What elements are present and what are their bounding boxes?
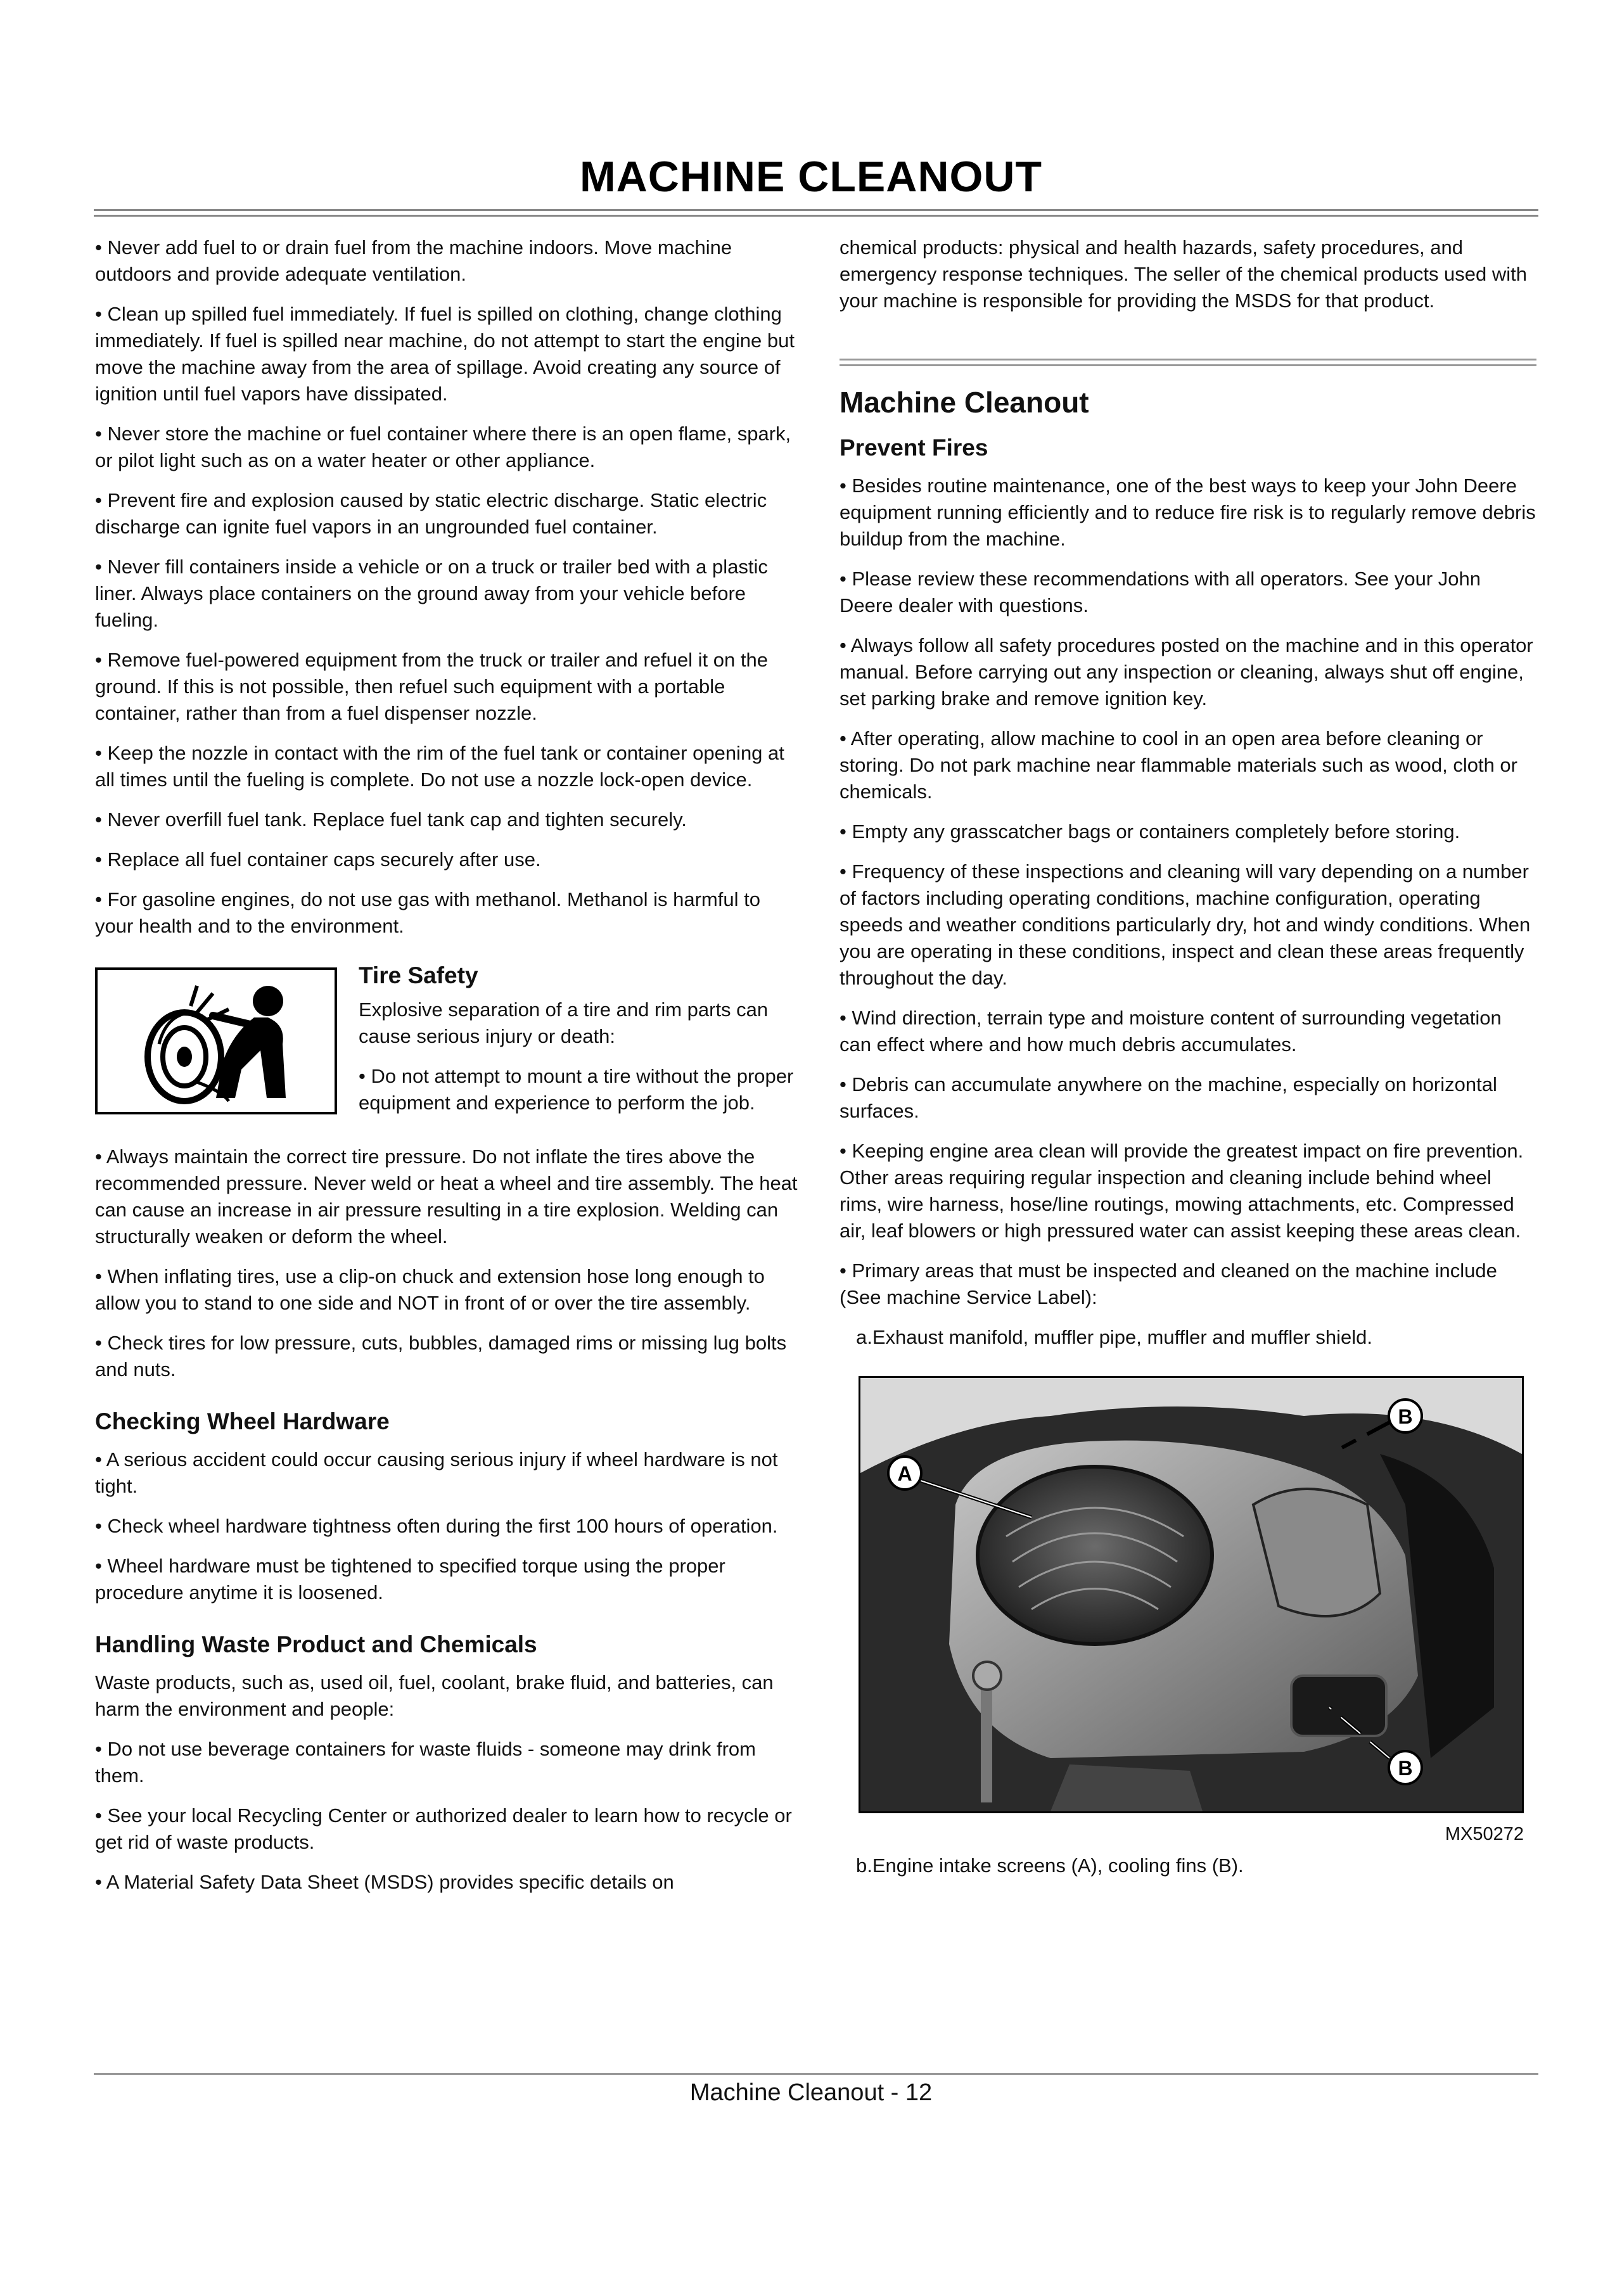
- tire-safety-boxed-bullet: • Do not attempt to mount a tire without the proper equipment and experience to perform the job.: [359, 1065, 794, 1114]
- left-column: [95, 234, 798, 1909]
- page-title: MACHINE CLEANOUT: [580, 153, 1042, 201]
- cleanout-bullet: • After operating, allow machine to cool in an open area before cleaning or storing. Do not park machine near flammable materials such as wood, cloth or chemicals.: [840, 727, 1517, 803]
- fuel-bullet: • Clean up spilled fuel immediately. If fuel is spilled on clothing, change clothing immediately. If fuel is spilled near machine, do not attempt to start the engine but move the machine away from the area of spillage. Avoid creating any source of ignition until fuel vapors have dissipated.: [95, 303, 795, 405]
- wheel-bullet: • A serious accident could occur causing serious injury if wheel hardware is not tight.: [95, 1448, 778, 1497]
- fuel-bullet: • Keep the nozzle in contact with the rim of the fuel tank or container opening at all times until the fueling is complete. Do not use a nozzle lock-open device.: [95, 742, 784, 791]
- fuel-bullet: • Remove fuel-powered equipment from the truck or trailer and refuel it on the ground. If this is not possible, then refuel such equipment with a portable container, rather than from a fuel dispenser nozzle.: [95, 649, 768, 724]
- callout-b-top: [1389, 1400, 1422, 1432]
- cleanout-bullet: • Besides routine maintenance, one of the best ways to keep your John Deere equipment running efficiently and to reduce fire risk is to regularly remove debris buildup from the machine.: [840, 475, 1536, 550]
- cleanout-bullet: • Frequency of these inspections and cleaning will vary depending on a number of factors including operating conditions, machine configuration, operating speeds and weather conditions particularly dry, hot and windy conditions. When you are operating in these conditions, inspect and clean these areas frequently throughout the day.: [840, 860, 1531, 989]
- engine-figure: [859, 1376, 1524, 1813]
- list-item-a: a.Exhaust manifold, muffler pipe, muffler and muffler shield.: [856, 1326, 1373, 1348]
- cleanout-bullet: • Always follow all safety procedures posted on the machine and in this operator manual. Before carrying out any inspection or cleaning, always shut off engine, set parking brake and remove ignition key.: [840, 634, 1533, 710]
- cleanout-bullet: • Debris can accumulate anywhere on the machine, especially on horizontal surfaces.: [840, 1073, 1497, 1122]
- waste-bullet: • Do not use beverage containers for waste fluids - someone may drink from them.: [95, 1738, 756, 1787]
- title-rule: [94, 209, 1538, 217]
- right-column: [840, 234, 1536, 1892]
- tire-bullet: • Always maintain the correct tire pressure. Do not inflate the tires above the recommended pressure. Never weld or heat a wheel and tire assembly. The heat can cause an increase in air pressure resulting in a tire explosion. Welding can structurally weaken or deform the wheel.: [95, 1145, 798, 1247]
- waste-intro: Waste products, such as, used oil, fuel, coolant, brake fluid, and batteries, can harm the environment and people:: [95, 1671, 774, 1720]
- callout-b-bottom: [1389, 1751, 1422, 1784]
- wheel-bullet: • Wheel hardware must be tightened to specified torque using the proper procedure anytime it is loosened.: [95, 1555, 725, 1604]
- figure-code: MX50272: [1445, 1824, 1524, 1844]
- wheel-bullet: • Check wheel hardware tightness often during the first 100 hours of operation.: [95, 1515, 778, 1537]
- tire-safety-block: [95, 961, 798, 1130]
- fuel-bullet: • For gasoline engines, do not use gas with methanol. Methanol is harmful to your health and to the environment.: [95, 888, 760, 937]
- callout-b-label: B: [1398, 1757, 1413, 1780]
- fuel-bullet: • Never add fuel to or drain fuel from the machine indoors. Move machine outdoors and provide adequate ventilation.: [95, 236, 732, 285]
- fuel-bullet: • Never fill containers inside a vehicle or on a truck or trailer bed with a plastic liner. Always place containers on the ground away from your vehicle before fueling.: [95, 556, 768, 631]
- section-rule: [840, 359, 1536, 366]
- page-footer: Machine Cleanout - 12: [689, 2079, 933, 2106]
- waste-bullet: • A Material Safety Data Sheet (MSDS) provides specific details on: [95, 1871, 674, 1893]
- fuel-bullet: • Replace all fuel container caps securely after use.: [95, 848, 541, 871]
- fuel-bullet: • Never overfill fuel tank. Replace fuel tank cap and tighten securely.: [95, 808, 687, 831]
- cleanout-bullet: • Wind direction, terrain type and moisture content of surrounding vegetation can effect where and how much debris accumulates.: [840, 1007, 1502, 1056]
- callout-b-label: B: [1398, 1405, 1413, 1428]
- cleanout-bullet: • Please review these recommendations with all operators. See your John Deere dealer with questions.: [840, 568, 1481, 616]
- waste-bullet: • See your local Recycling Center or authorized dealer to learn how to recycle or get rid of waste products.: [95, 1804, 792, 1853]
- cleanout-bullet: • Empty any grasscatcher bags or containers completely before storing.: [840, 820, 1460, 843]
- fuel-bullet: • Prevent fire and explosion caused by static electric discharge. Static electric discharge can ignite fuel vapors in an ungrounded fuel container.: [95, 489, 767, 538]
- tire-bullet: • Check tires for low pressure, cuts, bubbles, damaged rims or missing lug bolts and nuts.: [95, 1332, 787, 1381]
- prevent-fires-heading: Prevent Fires: [840, 435, 988, 461]
- tire-safety-text: [359, 961, 798, 1130]
- section-heading: Machine Cleanout: [840, 386, 1089, 419]
- cleanout-bullet: • Keeping engine area clean will provide the greatest impact on fire prevention. Other areas requiring regular inspection and cleaning include behind wheel rims, wire harness, hose/line routings, mowing attachments, etc. Compressed air, leaf blowers or high pressured water can assist keeping these areas clean.: [840, 1140, 1524, 1242]
- tire-safety-intro: Explosive separation of a tire and rim parts can cause serious injury or death:: [359, 998, 769, 1047]
- wheel-hardware-heading: Checking Wheel Hardware: [95, 1408, 390, 1434]
- callout-a: [888, 1457, 921, 1489]
- tire-safety-heading: Tire Safety: [359, 962, 478, 988]
- callout-a-label: A: [897, 1462, 912, 1485]
- list-item-b: b.Engine intake screens (A), cooling fins (B).: [856, 1854, 1244, 1877]
- msds-continued: chemical products: physical and health hazards, safety procedures, and emergency response techniques. The seller of the chemical products used with your machine is responsible for providing the MSDS for that product.: [840, 236, 1528, 312]
- fuel-bullet: • Never store the machine or fuel container where there is an open flame, spark, or pilot light such as on a water heater or other appliance.: [95, 423, 791, 471]
- cleanout-bullet: • Primary areas that must be inspected and cleaned on the machine include (See machine Service Label):: [840, 1260, 1497, 1308]
- tire-explosion-icon: [95, 967, 337, 1114]
- waste-heading: Handling Waste Product and Chemicals: [95, 1631, 537, 1657]
- tire-bullet: • When inflating tires, use a clip-on chuck and extension hose long enough to allow you to stand to one side and NOT in front of or over the tire assembly.: [95, 1265, 765, 1314]
- footer-rule: [94, 2073, 1538, 2075]
